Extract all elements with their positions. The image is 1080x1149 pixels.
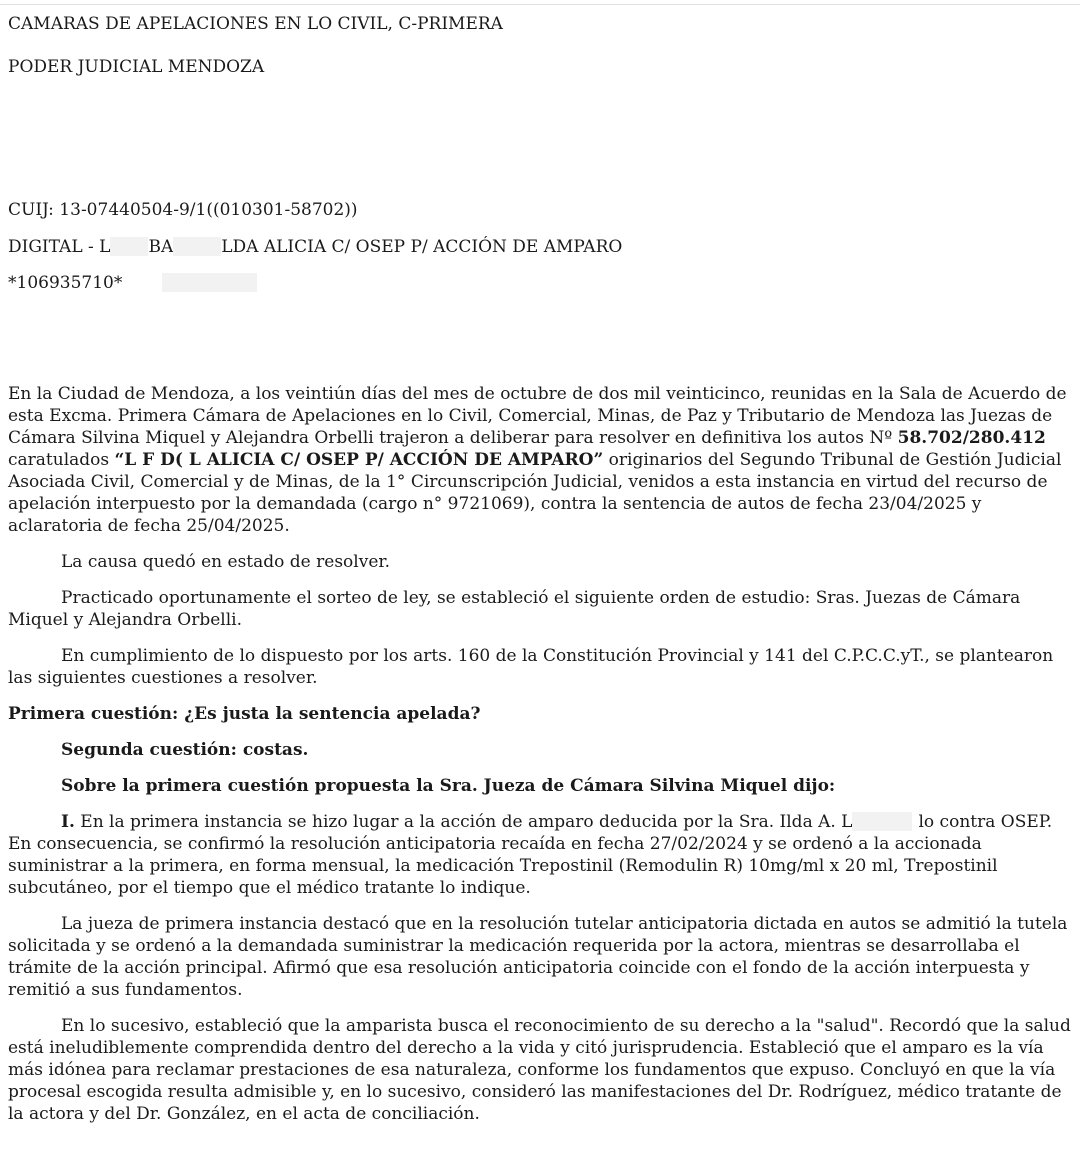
paragraph-order: Practicado oportunamente el sorteo de ley, se estableció el siguiente orden de estudio: Sras. Juezas de Cámara Miquel y Alejandra Orbelli. xyxy=(8,588,1021,630)
court-name: CAMARAS DE APELACIONES EN LO CIVIL, C-PRIMERA xyxy=(8,14,503,34)
autos-number: 58.702/280.412 xyxy=(897,428,1046,448)
case-title-prefix: DIGITAL - L xyxy=(8,237,111,257)
redaction-block xyxy=(173,237,221,256)
section-number: I. xyxy=(61,812,75,832)
document-body xyxy=(8,383,1072,1125)
paragraph-state: La causa quedó en estado de resolver. xyxy=(61,552,391,572)
first-question-heading: Sobre la primera cuestión propuesta la Sra. Jueza de Cámara Silvina Miquel dijo: xyxy=(61,776,836,796)
paragraph-i: I. En la primera instancia se hizo lugar a la acción de amparo deducida por la Sra. Ilda A. L lo contra OSEP. En consecuencia, se confirmó la resolución anticipatoria recaída en fecha 27/02/2024 y se ordenó a la accionada suministrar a la primera, en forma mensual, la medicación Trepostinil (Remodulin R) 10mg/ml x 20 ml, Trepostinil subcutáneo, por el tiempo que el médico tratante lo indique. xyxy=(8,812,1053,898)
case-title xyxy=(8,237,622,257)
redaction-block xyxy=(162,273,257,292)
paragraph-subsequent: En lo sucesivo, estableció que la amparista busca el reconocimiento de su derecho a la "salud". Recordó que la salud está ineludiblemente comprendida dentro del derecho a la vida y citó jurisprudencia. Estableció que el amparo es la vía más idónea para reclamar prestaciones de esa naturaleza, conforme los fundamentos que expuso. Concluyó en que la vía procesal escogida resulta admisible y, en lo sucesivo, consideró las manifestaciones del Dr. Rodríguez, médico tratante de la actora y del Dr. González, en el acta de conciliación. xyxy=(8,1016,1071,1124)
redaction-block xyxy=(852,812,912,831)
second-question: Segunda cuestión: costas. xyxy=(61,740,309,760)
first-question: Primera cuestión: ¿Es justa la sentencia apelada? xyxy=(8,704,481,724)
judicial-power: PODER JUDICIAL MENDOZA xyxy=(8,57,265,77)
case-number: *106935710* xyxy=(8,273,257,293)
redaction-block xyxy=(110,237,148,256)
case-title-suffix: LDA ALICIA C/ OSEP P/ ACCIÓN DE AMPARO xyxy=(221,237,623,257)
top-divider xyxy=(0,4,1080,5)
case-title-mid: BA xyxy=(148,237,174,257)
cuij: CUIJ: 13-07440504-9/1((010301-58702)) xyxy=(8,200,358,220)
paragraph-questions: En cumplimiento de lo dispuesto por los arts. 160 de la Constitución Provincial y 141 del C.P.C.C.yT., se plantearon las siguientes cuestiones a resolver. xyxy=(8,646,1054,688)
paragraph-first-instance: La jueza de primera instancia destacó que en la resolución tutelar anticipatoria dictada en autos se admitió la tutela solicitada y se ordenó a la demandada suministrar la medicación requerida por la actora, mientras se desarrollaba el trámite de la acción principal. Afirmó que esa resolución anticipatoria coincide con el fondo de la acción interpuesta y remitió a sus fundamentos. xyxy=(8,914,1068,1000)
paragraph-intro: En la Ciudad de Mendoza, a los veintiún días del mes de octubre de dos mil veinticinco, reunidas en la Sala de Acuerdo de esta Excma. Primera Cámara de Apelaciones en lo Civil, Comercial, Minas, de Paz y Tributario de Mendoza las Juezas de Cámara Silvina Miquel y Alejandra Orbelli trajeron a deliberar para resolver en definitiva los autos Nº 58.702/280.412 caratulados “L F D( L ALICIA C/ OSEP P/ ACCIÓN DE AMPARO” originarios del Segundo Tribunal de Gestión Judicial Asociada Civil, Comercial y de Minas, de la 1° Circunscripción Judicial, venidos a esta instancia en virtud del recurso de apelación interpuesto por la demandada (cargo n° 9721069), contra la sentencia de autos de fecha 23/04/2025 y aclaratoria de fecha 25/04/2025. xyxy=(8,384,1067,536)
caratula: “L F D( L ALICIA C/ OSEP P/ ACCIÓN DE AMPARO” xyxy=(114,450,604,470)
